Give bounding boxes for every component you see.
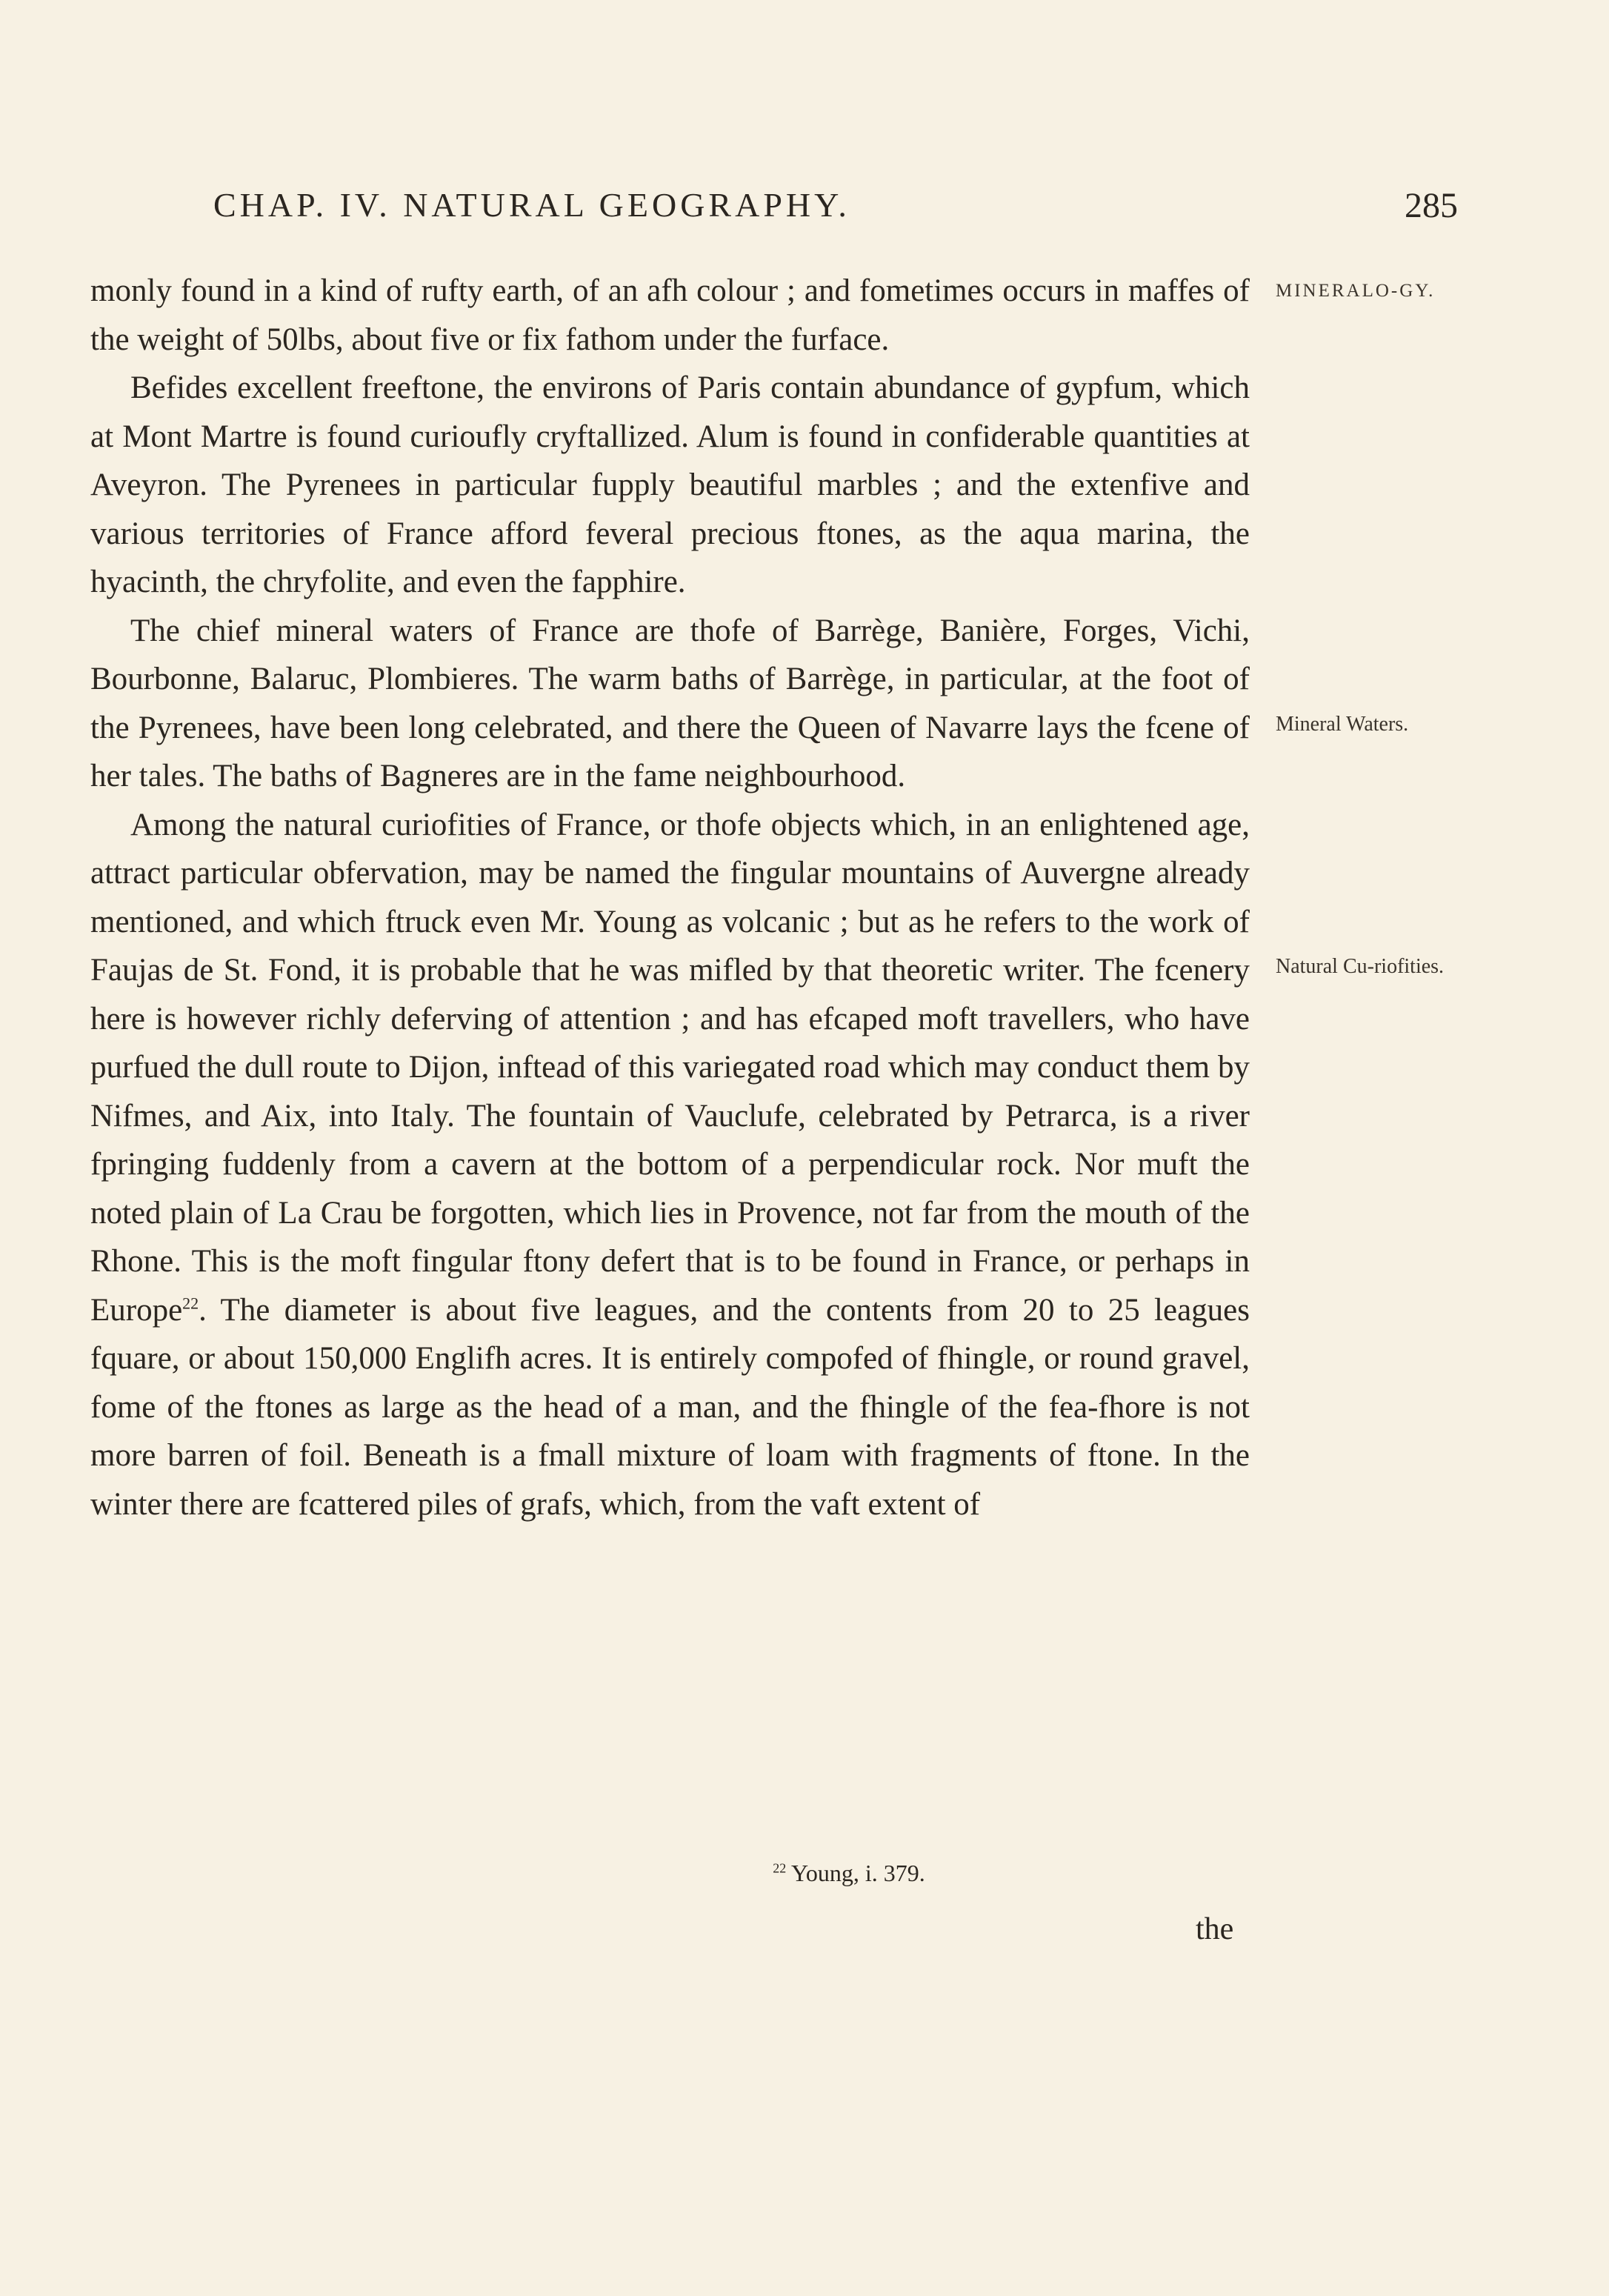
footnote-text: Young, i. 379. [791,1860,925,1886]
running-head: CHAP. IV. NATURAL GEOGRAPHY. [213,186,850,224]
paragraph-natural-curiosities [90,801,1250,1529]
margin-note-mineralogy: MINERALO-GY. [1276,281,1436,301]
margin-note-mineral-waters: Mineral Waters. [1276,713,1409,736]
footnote [0,1860,1609,1887]
page-header [213,185,1458,237]
paragraph-continued: monly found in a kind of rufty earth, of an afh colour ; and fometimes occurs in maffes of the weight of 50lbs, about five or fix fathom under the furface. [90,273,1250,357]
footnote-marker: 22 [773,1860,787,1876]
catchword: the [1196,1912,1234,1946]
body-text [90,267,1250,1528]
paragraph-text-part-1: Among the natural curiofities of France, or thofe objects which, in an enlightened age, attract particular obfervation, may be named the fingular mountains of Auvergne already mentioned, and which ftruck even Mr. Young as volcanic ; but as he refers to the work of Faujas de St. Fond, it is probable that he was mifled by that theoretic writer. The fcenery here is however richly deferving of attention ; and has efcaped moft travellers, who have purfued the dull route to Dijon, inftead of this variegated road which may conduct them by Nifmes, and Aix, into Italy. The fountain of Vauclufe, celebrated by Petrarca, is a river fpringing fuddenly from a cavern at the bottom of a perpendicular rock. Nor muft the noted plain of La Crau be forgotten, which lies in Provence, not far from the mouth of the Rhone. This is the moft fingular ftony defert that is to be found in France, or perhaps in Europe [90,807,1250,1328]
paragraph-paris-minerals: Befides excellent freeftone, the environs of Paris contain abundance of gypfum, which at Mont Martre is found curioufly cryftallized. Alum is found in confiderable quantities at Aveyron. The Pyrenees in particular fupply beautiful marbles ; and the extenfive and various territories of France afford feveral precious ftones, as the aqua marina, the hyacinth, the chryfolite, and even the fapphire. [90,370,1250,599]
margin-note-natural-curiosities: Natural Cu-riofities. [1276,955,1445,978]
footnote-reference: 22 [182,1294,199,1313]
page-number: 285 [1405,186,1458,225]
paragraph-mineral-waters: The chief mineral waters of France are thofe of Barrège, Banière, Forges, Vichi, Bourbonne, Balaruc, Plombieres. The warm baths of Barrège, in particular, at the foot of the Pyrenees, have been long celebrated, and there the Queen of Navarre lays the fcene of her tales. The baths of Bagneres are in the fame neighbourhood. [90,613,1250,793]
paragraph-text-part-2: . The diameter is about five leagues, and the contents from 20 to 25 leagues fquare, or about 150,000 Englifh acres. It is entirely compofed of fhingle, or round gravel, fome of the ftones as large as the head of a man, and the fhingle of the fea-fhore is not more barren of foil. Beneath is a fmall mixture of loam with fragments of ftone. In the winter there are fcattered piles of grafs, which, from the vaft extent of [90,1292,1250,1522]
